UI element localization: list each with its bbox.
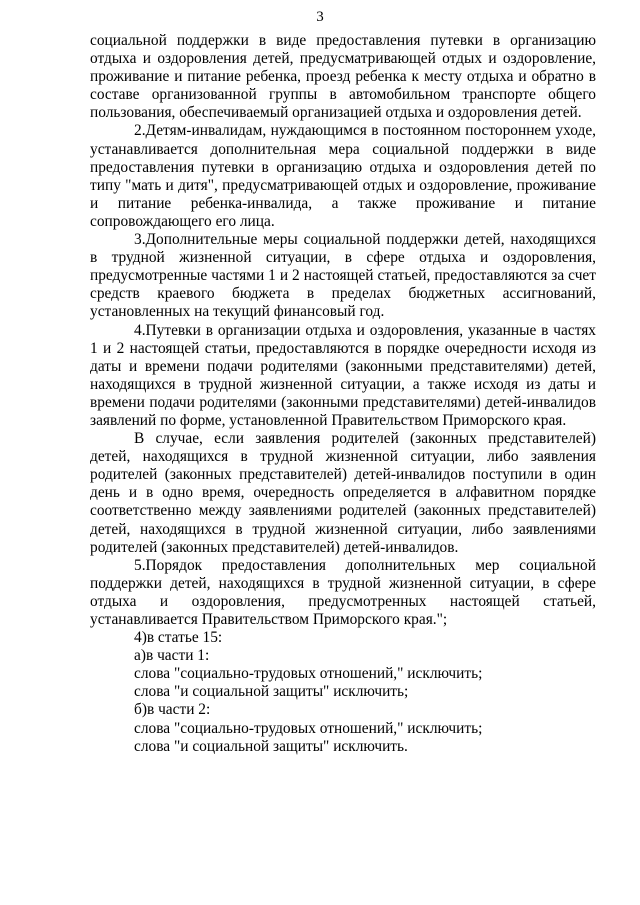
- paragraph-item-2: 2.Детям-инвалидам, нуждающимся в постоянном постороннем уходе, устанавливается дополнительная мера социальной поддержки в виде предоставления путевки в организацию отдыха и оздоровления детей по типу "мать и дитя", предусматривающей отдых и оздоровление, проживание и питание ребенка-инвалида, а также проживание и питание сопровождающего его лица.: [90, 122, 596, 230]
- paragraph-item-3: 3.Дополнительные меры социальной поддержки детей, находящихся в трудной жизненной ситуации, в сфере отдыха и оздоровления, предусмотренные частями 1 и 2 настоящей статьей, предоставляются за счет средств краевого бюджета в пределах бюджетных ассигнований, установленных на текущий финансовый год.: [90, 231, 596, 321]
- amendment-article-15: 4)в статье 15:: [134, 629, 223, 647]
- paragraph-same-day-order: В случае, если заявления родителей (законных представителей) детей, находящихся в трудной жизненной ситуации, либо заявления родителей (законных представителей) детей-инвалидов поступили в один день и в одно время, очередность определяется в алфавитном порядке соответственно между заявлениями родителей (законных представителей) детей, находящихся в трудной жизненной ситуации, либо заявлениями родителей (законных представителей) детей-инвалидов.: [90, 430, 596, 556]
- paragraph-item-5: 5.Порядок предоставления дополнительных мер социальной поддержки детей, находящихся в трудной жизненной ситуации, в сфере отдыха и оздоровления, предусмотренных настоящей статьей, устанавливается Правительством Приморского края.";: [90, 556, 596, 628]
- paragraph-item-4: 4.Путевки в организации отдыха и оздоровления, указанные в частях 1 и 2 настоящей статьи, предоставляются в порядке очередности исходя из даты и времени подачи родителями (законными представителями) детей, находящихся в трудной жизненной ситуации, а также исходя из даты и времени подачи родителями (законными представителями) детей-инвалидов заявлений по форме, установленной Правительством Приморского края.: [90, 321, 596, 429]
- amendment-part-2-line-2: слова "и социальной защиты" исключить.: [134, 737, 408, 755]
- document-body: [90, 32, 596, 756]
- page-number: 3: [316, 9, 324, 25]
- amendment-part-2: б)в части 2:: [134, 701, 211, 719]
- amendment-part-2-line-1: слова "социально-трудовых отношений," исключить;: [134, 719, 483, 737]
- amendment-part-1-line-2: слова "и социальной защиты" исключить;: [134, 683, 409, 701]
- paragraph-continuation: социальной поддержки в виде предоставления путевки в организацию отдыха и оздоровления детей, предусматривающей отдых и оздоровление, проживание и питание ребенка, проезд ребенка к месту отдыха и обратно в составе организованной группы в автомобильном транспорте общего пользования, обеспечиваемый организацией отдыха и оздоровления детей.: [90, 32, 596, 122]
- amendment-part-1-line-1: слова "социально-трудовых отношений," исключить;: [134, 665, 483, 683]
- amendment-part-1: а)в части 1:: [134, 647, 210, 665]
